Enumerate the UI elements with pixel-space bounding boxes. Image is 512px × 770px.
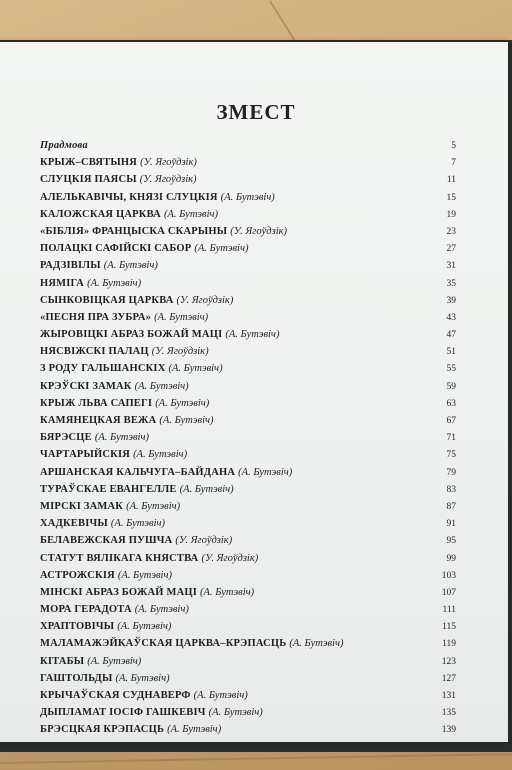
dot-leader — [210, 312, 440, 320]
toc-entry — [40, 638, 456, 655]
toc-entry-author: (А. Бутэвіч) — [94, 432, 149, 444]
toc-entry-page-number: 27 — [446, 244, 456, 255]
toc-entry-author: (У. Ягоўдзік) — [140, 157, 197, 169]
toc-entry-page-number: 107 — [441, 587, 456, 598]
toc-entry-title: СТАТУТ ВЯЛІКАГА КНЯСТВА — [40, 552, 199, 564]
toc-entry-title: БЯРЭСЦЕ — [40, 432, 92, 444]
toc-entry — [40, 278, 456, 295]
toc-entry — [40, 484, 456, 501]
toc-entry-title: АЛЕЛЬКАВІЧЫ, КНЯЗІ СЛУЦКІЯ — [40, 191, 218, 203]
toc-entry-page-number: 23 — [446, 226, 456, 237]
toc-entry-author: (У. Ягоўдзік) — [139, 174, 197, 186]
toc-entry-author: (А. Бутэвіч) — [194, 243, 249, 255]
toc-entry-title: АРШАНСКАЯ КАЛЬЧУГА–БАЙДАНА — [40, 466, 236, 478]
table-of-contents — [40, 140, 456, 742]
toc-entry-title: КРЫЖ ЛЬВА САПЕГІ — [40, 397, 153, 409]
toc-entry-author: (А. Бутэвіч) — [117, 569, 172, 581]
toc-entry-page-number: 11 — [446, 175, 456, 186]
toc-entry-title: ГАШТОЛЬДЫ — [40, 672, 113, 684]
toc-entry-title: АСТРОЖСКІЯ — [40, 569, 115, 581]
wood-grain-line — [0, 753, 512, 764]
dot-leader — [199, 174, 440, 182]
dot-leader — [236, 484, 440, 492]
dot-leader — [143, 278, 440, 286]
toc-entry — [40, 673, 456, 690]
toc-entry-title: КРЫЧАЎСКАЯ СУДНАВЕРФ — [40, 690, 191, 701]
toc-entry — [40, 553, 456, 570]
dot-leader — [167, 518, 440, 526]
toc-entry-page-number: 31 — [446, 261, 456, 272]
toc-entry-page-number: 47 — [446, 330, 456, 341]
toc-entry — [40, 209, 456, 226]
toc-entry-title: СЛУЦКІЯ ПАЯСЫ — [40, 174, 137, 186]
toc-entry — [40, 174, 456, 191]
dot-leader — [189, 449, 440, 457]
toc-entry-author: (У. Ягоўдзік) — [201, 552, 259, 564]
toc-entry-page-number: 119 — [442, 639, 456, 650]
dot-leader — [223, 724, 440, 732]
toc-entry-page-number: 43 — [446, 312, 456, 323]
toc-entry-author: (А. Бутэвіч) — [179, 483, 234, 495]
toc-entry-page-number: 55 — [446, 364, 456, 375]
toc-entry-page-number: 111 — [442, 605, 456, 616]
toc-entry-author: (У. Ягоўдзік) — [151, 346, 209, 358]
toc-entry — [40, 518, 456, 535]
toc-entry-page-number: 67 — [446, 416, 456, 426]
dot-leader — [143, 656, 439, 664]
toc-entry — [40, 243, 456, 260]
dot-leader — [281, 329, 440, 337]
toc-entry — [40, 260, 456, 277]
dot-leader — [289, 226, 440, 234]
toc-entry — [40, 192, 456, 209]
toc-entry — [40, 140, 456, 157]
toc-entry-author: (А. Бутэвіч) — [168, 363, 223, 375]
toc-entry-title: ЖЫРОВІЦКІ АБРАЗ БОЖАЙ МАЦІ — [40, 329, 223, 341]
dot-leader — [235, 295, 440, 303]
dot-leader — [151, 432, 440, 440]
dot-leader — [191, 604, 440, 612]
toc-entry — [40, 449, 456, 466]
toc-entry-title: ХАДКЕВІЧЫ — [40, 518, 108, 530]
toc-entry-author: (А. Бутэвіч) — [110, 518, 166, 530]
dot-leader — [211, 398, 440, 406]
toc-entry-title: МАЛАМАЖЭЙКАЎСКАЯ ЦАРКВА–КРЭПАСЦЬ — [40, 638, 287, 650]
toc-entry-author: (А. Бутэвіч) — [220, 191, 275, 203]
toc-entry — [40, 587, 456, 604]
toc-entry-title: МІНСКІ АБРАЗ БОЖАЙ МАЦІ — [40, 586, 198, 598]
toc-entry-page-number: 87 — [446, 501, 456, 512]
dot-leader — [265, 707, 440, 715]
toc-entry-title: КРЭЎСКІ ЗАМАК — [40, 380, 132, 392]
dot-leader — [294, 467, 440, 475]
toc-entry — [40, 432, 456, 449]
toc-entry-author: (А. Бутэвіч) — [87, 655, 142, 667]
toc-entry-author: (А. Бутэвіч) — [238, 466, 293, 478]
toc-entry-title: НЯСВІЖСКІ ПАЛАЦ — [40, 346, 149, 358]
toc-entry-author: (А. Бутэвіч) — [200, 586, 255, 598]
toc-entry-author: (У. Ягоўдзік) — [230, 225, 288, 237]
toc-entry-title: МІРСКІ ЗАМАК — [40, 500, 124, 512]
toc-entry-title: БЕЛАВЕЖСКАЯ ПУШЧА — [40, 535, 173, 547]
toc-entry-title: «БІБЛІЯ» ФРАНЦЫСКА СКАРЫНЫ — [40, 225, 228, 237]
toc-entry-author: (А. Бутэвіч) — [154, 311, 209, 323]
dot-leader — [93, 140, 440, 148]
toc-entry-author: (А. Бутэвіч) — [117, 621, 172, 633]
dot-leader — [191, 381, 440, 389]
dot-leader — [160, 260, 440, 268]
toc-entry-author: (А. Бутэвіч) — [115, 672, 170, 684]
toc-entry-page-number: 19 — [446, 209, 456, 220]
toc-entry-author: (А. Бутэвіч) — [133, 449, 188, 461]
toc-entry-title: НЯМІГА — [40, 277, 85, 289]
dot-leader — [173, 621, 440, 629]
toc-entry — [40, 415, 456, 432]
toc-entry — [40, 604, 456, 621]
toc-entry — [40, 157, 456, 174]
toc-entry — [40, 226, 456, 243]
toc-entry-title: СЫНКОВІЦКАЯ ЦАРКВА — [40, 294, 174, 306]
toc-entry-page-number: 63 — [446, 398, 456, 409]
toc-entry-page-number: 5 — [451, 141, 456, 151]
toc-entry-page-number: 91 — [446, 519, 456, 530]
dot-leader — [260, 553, 440, 561]
contents-heading: ЗМЕСТ — [216, 100, 296, 124]
toc-entry-title: РАДЗІВІЛЫ — [40, 260, 101, 272]
toc-entry-author: (У. Ягоўдзік) — [176, 294, 234, 306]
toc-entry-author: (А. Бутэвіч) — [87, 277, 142, 289]
toc-entry — [40, 312, 456, 329]
toc-entry-page-number: 7 — [451, 158, 456, 169]
toc-entry-author: (А. Бутэвіч) — [134, 380, 189, 392]
toc-entry-page-number: 75 — [446, 450, 456, 461]
dot-leader — [174, 570, 440, 578]
toc-entry-title: БРЭСЦКАЯ КРЭПАСЦЬ — [40, 724, 165, 736]
toc-entry-page-number: 123 — [441, 656, 456, 667]
toc-entry — [40, 346, 456, 363]
toc-entry-page-number: 39 — [446, 295, 456, 306]
toc-entry-author: (А. Бутэвіч) — [134, 604, 189, 616]
dot-leader — [277, 192, 440, 200]
toc-entry-page-number: 59 — [446, 381, 456, 392]
toc-entry-page-number: 83 — [446, 484, 456, 495]
dot-leader — [220, 209, 440, 217]
toc-entry-page-number: 51 — [446, 347, 456, 358]
toc-entry-author: (А. Бутэвіч) — [167, 724, 222, 736]
toc-entry-title: КРЫЖ–СВЯТЫНЯ — [40, 157, 138, 169]
toc-entry-title: КІТАБЫ — [40, 655, 85, 667]
toc-entry-page-number: 71 — [446, 433, 456, 444]
toc-entry-title: Прадмова — [40, 140, 88, 151]
toc-entry — [40, 570, 456, 587]
toc-entry — [40, 535, 456, 552]
dot-leader — [211, 346, 440, 354]
toc-entry-author: (А. Бутэвіч) — [159, 415, 214, 426]
dot-leader — [182, 501, 440, 509]
toc-entry-author: (А. Бутэвіч) — [289, 638, 344, 650]
toc-entry — [40, 363, 456, 380]
dot-leader — [172, 673, 440, 681]
toc-entry-author: (А. Бутэвіч) — [163, 208, 219, 220]
dot-leader — [199, 157, 440, 165]
toc-entry — [40, 329, 456, 346]
toc-entry-title: МОРА ГЕРАДОТА — [40, 604, 132, 616]
toc-entry — [40, 467, 456, 484]
toc-entry — [40, 501, 456, 518]
dot-leader — [225, 363, 440, 371]
toc-entry-title: ПОЛАЦКІ САФІЙСКІ САБОР — [40, 243, 192, 255]
toc-entry-page-number: 35 — [446, 278, 456, 289]
toc-entry-title: ТУРАЎСКАЕ ЕВАНГЕЛЛЕ — [40, 483, 177, 495]
toc-entry — [40, 690, 456, 707]
toc-entry-page-number: 103 — [441, 570, 456, 581]
toc-entry-page-number: 95 — [446, 536, 456, 547]
toc-entry-page-number: 135 — [441, 708, 456, 719]
toc-entry-page-number: 115 — [442, 622, 456, 633]
toc-entry-author: (А. Бутэвіч) — [155, 397, 210, 409]
toc-entry — [40, 381, 456, 398]
toc-entry-author: (У. Ягоўдзік) — [175, 535, 233, 547]
toc-entry-title: ХРАПТОВІЧЫ — [40, 621, 115, 633]
toc-entry-author: (А. Бутэвіч) — [193, 690, 248, 701]
toc-entry-page-number: 79 — [446, 467, 456, 478]
dot-leader — [216, 415, 441, 423]
toc-entry-page-number: 131 — [441, 691, 456, 701]
toc-entry — [40, 295, 456, 312]
toc-entry-page-number: 99 — [446, 553, 456, 564]
dot-leader — [234, 535, 440, 543]
toc-entry-title: КАЛОЖСКАЯ ЦАРКВА — [40, 208, 161, 220]
toc-entry — [40, 621, 456, 638]
toc-entry — [40, 724, 456, 741]
toc-entry-author: (А. Бутэвіч) — [126, 500, 181, 512]
toc-entry-title: КАМЯНЕЦКАЯ ВЕЖА — [40, 415, 157, 426]
toc-entry-author: (А. Бутэвіч) — [208, 707, 263, 719]
toc-entry-title: ЧАРТАРЫЙСКІЯ — [40, 449, 131, 461]
toc-entry — [40, 707, 456, 724]
dot-leader — [250, 243, 440, 251]
toc-entry — [40, 398, 456, 415]
toc-entry-author: (А. Бутэвіч) — [225, 329, 280, 341]
dot-leader — [345, 638, 440, 646]
toc-entry-title: ДЫПЛАМАТ ІОСІФ ГАШКЕВІЧ — [40, 707, 206, 719]
toc-entry-author: (А. Бутэвіч) — [103, 260, 158, 272]
toc-entry-page-number: 139 — [441, 725, 456, 736]
dot-leader — [256, 587, 440, 595]
toc-entry-title: З РОДУ ГАЛЬШАНСКІХ — [40, 363, 166, 375]
toc-entry — [40, 656, 456, 673]
toc-entry-page-number: 15 — [446, 192, 456, 203]
dot-leader — [250, 690, 440, 698]
toc-entry-page-number: 127 — [441, 673, 456, 684]
toc-entry-title: «ПЕСНЯ ПРА ЗУБРА» — [40, 311, 152, 323]
